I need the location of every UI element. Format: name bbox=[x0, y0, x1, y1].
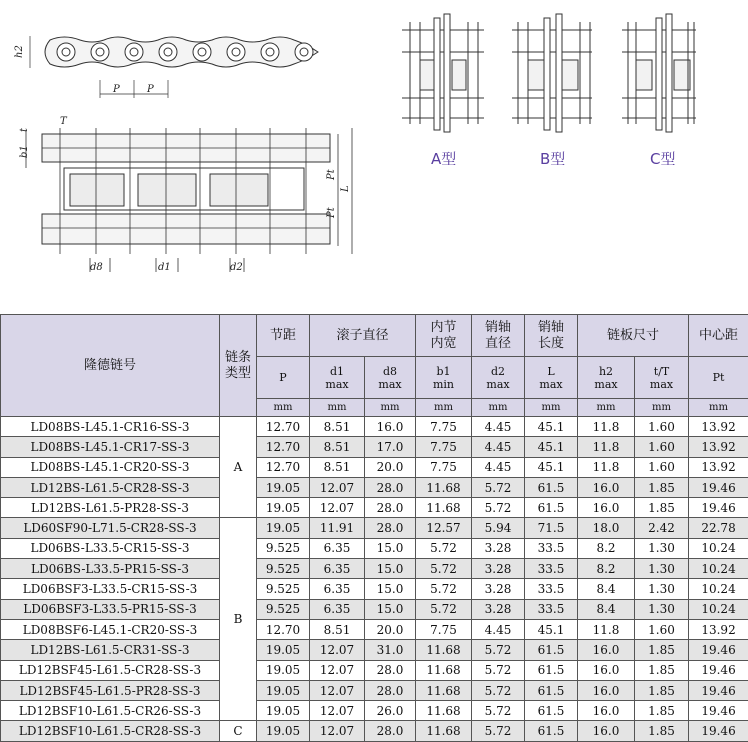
value-cell: 1.60 bbox=[635, 417, 689, 437]
value-cell: 1.85 bbox=[635, 660, 689, 680]
value-cell: 12.07 bbox=[310, 701, 365, 721]
model-cell: LD12BS-L61.5-CR28-SS-3 bbox=[1, 477, 220, 497]
value-cell: 9.525 bbox=[257, 599, 310, 619]
dim-d8: d8 bbox=[90, 262, 103, 273]
value-cell: 13.92 bbox=[689, 619, 748, 639]
value-cell: 19.05 bbox=[257, 680, 310, 700]
table-row bbox=[1, 701, 748, 721]
value-cell: 15.0 bbox=[365, 538, 416, 558]
value-cell: 28.0 bbox=[365, 518, 416, 538]
value-cell: 8.4 bbox=[578, 599, 635, 619]
type-c-section bbox=[622, 14, 696, 132]
table-row bbox=[1, 640, 748, 660]
value-cell: 16.0 bbox=[578, 660, 635, 680]
value-cell: 10.24 bbox=[689, 559, 748, 579]
sub-b1: b1 min bbox=[416, 357, 472, 399]
value-cell: 15.0 bbox=[365, 599, 416, 619]
value-cell: 6.35 bbox=[310, 559, 365, 579]
value-cell: 61.5 bbox=[525, 498, 578, 518]
value-cell: 19.05 bbox=[257, 640, 310, 660]
value-cell: 18.0 bbox=[578, 518, 635, 538]
type-a-section bbox=[402, 14, 484, 132]
value-cell: 1.60 bbox=[635, 457, 689, 477]
value-cell: 19.05 bbox=[257, 477, 310, 497]
value-cell: 45.1 bbox=[525, 457, 578, 477]
value-cell: 1.85 bbox=[635, 477, 689, 497]
model-cell: LD08BS-L45.1-CR20-SS-3 bbox=[1, 457, 220, 477]
value-cell: 5.72 bbox=[416, 559, 472, 579]
value-cell: 8.2 bbox=[578, 538, 635, 558]
value-cell: 9.525 bbox=[257, 559, 310, 579]
type-b-label: B型 bbox=[540, 150, 565, 168]
value-cell: 61.5 bbox=[525, 721, 578, 741]
value-cell: 19.46 bbox=[689, 477, 748, 497]
table-row bbox=[1, 417, 748, 437]
value-cell: 20.0 bbox=[365, 619, 416, 639]
value-cell: 2.42 bbox=[635, 518, 689, 538]
dim-h2: h2 bbox=[14, 45, 25, 58]
value-cell: 1.85 bbox=[635, 721, 689, 741]
sub-P: P bbox=[257, 357, 310, 399]
chain-plan-view bbox=[26, 128, 352, 272]
type-c-label: C型 bbox=[650, 150, 675, 168]
value-cell: 10.24 bbox=[689, 599, 748, 619]
value-cell: 13.92 bbox=[689, 417, 748, 437]
unit-cell: mm bbox=[257, 399, 310, 417]
value-cell: 5.72 bbox=[472, 477, 525, 497]
unit-cell: mm bbox=[416, 399, 472, 417]
value-cell: 11.8 bbox=[578, 437, 635, 457]
unit-cell: mm bbox=[472, 399, 525, 417]
dim-pt-2: Pt bbox=[326, 206, 337, 219]
value-cell: 16.0 bbox=[578, 640, 635, 660]
value-cell: 4.45 bbox=[472, 457, 525, 477]
value-cell: 4.45 bbox=[472, 437, 525, 457]
dim-d2: d2 bbox=[230, 262, 243, 273]
value-cell: 12.07 bbox=[310, 498, 365, 518]
value-cell: 19.05 bbox=[257, 721, 310, 741]
value-cell: 11.68 bbox=[416, 640, 472, 660]
value-cell: 11.68 bbox=[416, 680, 472, 700]
header-model: 隆德链号 bbox=[1, 315, 220, 417]
value-cell: 13.92 bbox=[689, 437, 748, 457]
value-cell: 12.07 bbox=[310, 721, 365, 741]
value-cell: 8.51 bbox=[310, 417, 365, 437]
value-cell: 61.5 bbox=[525, 660, 578, 680]
value-cell: 1.85 bbox=[635, 680, 689, 700]
type-b-section bbox=[512, 14, 592, 132]
value-cell: 16.0 bbox=[365, 417, 416, 437]
chain-type-sections bbox=[402, 14, 696, 132]
sub-d2: d2 max bbox=[472, 357, 525, 399]
table-row bbox=[1, 518, 748, 538]
value-cell: 19.05 bbox=[257, 518, 310, 538]
value-cell: 5.72 bbox=[472, 660, 525, 680]
value-cell: 6.35 bbox=[310, 579, 365, 599]
value-cell: 5.72 bbox=[472, 680, 525, 700]
value-cell: 71.5 bbox=[525, 518, 578, 538]
value-cell: 1.85 bbox=[635, 701, 689, 721]
value-cell: 12.07 bbox=[310, 680, 365, 700]
value-cell: 1.85 bbox=[635, 498, 689, 518]
chain-technical-drawing bbox=[0, 0, 748, 314]
value-cell: 16.0 bbox=[578, 477, 635, 497]
value-cell: 1.60 bbox=[635, 619, 689, 639]
value-cell: 19.46 bbox=[689, 660, 748, 680]
dim-L: L bbox=[340, 185, 351, 193]
value-cell: 19.46 bbox=[689, 701, 748, 721]
table-row bbox=[1, 559, 748, 579]
value-cell: 61.5 bbox=[525, 701, 578, 721]
value-cell: 5.72 bbox=[472, 701, 525, 721]
value-cell: 16.0 bbox=[578, 701, 635, 721]
value-cell: 7.75 bbox=[416, 619, 472, 639]
value-cell: 12.70 bbox=[257, 619, 310, 639]
value-cell: 3.28 bbox=[472, 559, 525, 579]
header-pin-length: 销轴 长度 bbox=[525, 315, 578, 357]
value-cell: 11.68 bbox=[416, 701, 472, 721]
value-cell: 33.5 bbox=[525, 579, 578, 599]
value-cell: 28.0 bbox=[365, 498, 416, 518]
table-row bbox=[1, 457, 748, 477]
table-row bbox=[1, 619, 748, 639]
model-cell: LD12BS-L61.5-PR28-SS-3 bbox=[1, 498, 220, 518]
header-center-distance: 中心距 bbox=[689, 315, 748, 357]
table-row bbox=[1, 538, 748, 558]
chain-type-cell: A bbox=[220, 417, 257, 518]
table-row bbox=[1, 680, 748, 700]
dim-b1: b1 bbox=[19, 145, 30, 158]
type-a-label: A型 bbox=[431, 150, 456, 168]
value-cell: 5.72 bbox=[472, 498, 525, 518]
dim-p-1: P bbox=[112, 84, 120, 95]
value-cell: 28.0 bbox=[365, 680, 416, 700]
dim-d1: d1 bbox=[158, 262, 171, 273]
value-cell: 31.0 bbox=[365, 640, 416, 660]
dim-T: T bbox=[60, 116, 68, 127]
model-cell: LD12BSF10-L61.5-CR28-SS-3 bbox=[1, 721, 220, 741]
value-cell: 12.07 bbox=[310, 640, 365, 660]
value-cell: 11.68 bbox=[416, 721, 472, 741]
model-cell: LD12BSF10-L61.5-CR26-SS-3 bbox=[1, 701, 220, 721]
sub-L: L max bbox=[525, 357, 578, 399]
value-cell: 7.75 bbox=[416, 457, 472, 477]
sub-Pt: Pt bbox=[689, 357, 748, 399]
value-cell: 45.1 bbox=[525, 417, 578, 437]
value-cell: 61.5 bbox=[525, 640, 578, 660]
value-cell: 8.4 bbox=[578, 579, 635, 599]
value-cell: 12.70 bbox=[257, 417, 310, 437]
table-row bbox=[1, 498, 748, 518]
value-cell: 3.28 bbox=[472, 579, 525, 599]
value-cell: 8.51 bbox=[310, 619, 365, 639]
table-row bbox=[1, 579, 748, 599]
value-cell: 22.78 bbox=[689, 518, 748, 538]
value-cell: 19.05 bbox=[257, 498, 310, 518]
unit-cell: mm bbox=[310, 399, 365, 417]
value-cell: 8.51 bbox=[310, 437, 365, 457]
model-cell: LD06BSF3-L33.5-PR15-SS-3 bbox=[1, 599, 220, 619]
value-cell: 16.0 bbox=[578, 498, 635, 518]
value-cell: 11.68 bbox=[416, 498, 472, 518]
value-cell: 5.72 bbox=[416, 599, 472, 619]
chain-type-cell: C bbox=[220, 721, 257, 741]
value-cell: 33.5 bbox=[525, 538, 578, 558]
value-cell: 3.28 bbox=[472, 599, 525, 619]
value-cell: 5.72 bbox=[472, 640, 525, 660]
value-cell: 1.30 bbox=[635, 579, 689, 599]
value-cell: 15.0 bbox=[365, 579, 416, 599]
table-row bbox=[1, 437, 748, 457]
value-cell: 6.35 bbox=[310, 599, 365, 619]
value-cell: 33.5 bbox=[525, 599, 578, 619]
value-cell: 4.45 bbox=[472, 417, 525, 437]
value-cell: 4.45 bbox=[472, 619, 525, 639]
header-roller-diameter: 滚子直径 bbox=[310, 315, 416, 357]
model-cell: LD08BS-L45.1-CR16-SS-3 bbox=[1, 417, 220, 437]
header-chain-type: 链条 类型 bbox=[220, 315, 257, 417]
unit-cell: mm bbox=[635, 399, 689, 417]
header-pitch: 节距 bbox=[257, 315, 310, 357]
table-row bbox=[1, 721, 748, 741]
value-cell: 11.68 bbox=[416, 660, 472, 680]
chain-type-cell: B bbox=[220, 518, 257, 721]
chain-side-view bbox=[30, 36, 318, 98]
value-cell: 1.30 bbox=[635, 599, 689, 619]
model-cell: LD12BSF45-L61.5-CR28-SS-3 bbox=[1, 660, 220, 680]
value-cell: 8.51 bbox=[310, 457, 365, 477]
value-cell: 11.8 bbox=[578, 619, 635, 639]
model-cell: LD12BS-L61.5-CR31-SS-3 bbox=[1, 640, 220, 660]
value-cell: 19.46 bbox=[689, 498, 748, 518]
value-cell: 8.2 bbox=[578, 559, 635, 579]
value-cell: 9.525 bbox=[257, 579, 310, 599]
dim-t: t bbox=[19, 127, 30, 132]
value-cell: 28.0 bbox=[365, 477, 416, 497]
sub-d8: d8 max bbox=[365, 357, 416, 399]
table-row bbox=[1, 660, 748, 680]
value-cell: 10.24 bbox=[689, 579, 748, 599]
dim-p-2: P bbox=[146, 84, 154, 95]
value-cell: 16.0 bbox=[578, 721, 635, 741]
sub-d1: d1 max bbox=[310, 357, 365, 399]
value-cell: 5.94 bbox=[472, 518, 525, 538]
dim-pt-1: Pt bbox=[326, 168, 337, 181]
value-cell: 13.92 bbox=[689, 457, 748, 477]
value-cell: 19.46 bbox=[689, 721, 748, 741]
value-cell: 11.8 bbox=[578, 457, 635, 477]
header-plate-size: 链板尺寸 bbox=[578, 315, 689, 357]
model-cell: LD08BS-L45.1-CR17-SS-3 bbox=[1, 437, 220, 457]
value-cell: 61.5 bbox=[525, 477, 578, 497]
value-cell: 11.91 bbox=[310, 518, 365, 538]
value-cell: 12.70 bbox=[257, 437, 310, 457]
value-cell: 61.5 bbox=[525, 680, 578, 700]
value-cell: 12.07 bbox=[310, 477, 365, 497]
value-cell: 26.0 bbox=[365, 701, 416, 721]
value-cell: 5.72 bbox=[416, 538, 472, 558]
model-cell: LD06BSF3-L33.5-CR15-SS-3 bbox=[1, 579, 220, 599]
value-cell: 19.05 bbox=[257, 701, 310, 721]
value-cell: 11.68 bbox=[416, 477, 472, 497]
model-cell: LD60SF90-L71.5-CR28-SS-3 bbox=[1, 518, 220, 538]
model-cell: LD08BSF6-L45.1-CR20-SS-3 bbox=[1, 619, 220, 639]
header-inner-width: 内节 内宽 bbox=[416, 315, 472, 357]
value-cell: 1.30 bbox=[635, 538, 689, 558]
sub-tT: t/T max bbox=[635, 357, 689, 399]
table-body bbox=[1, 417, 748, 742]
value-cell: 20.0 bbox=[365, 457, 416, 477]
value-cell: 12.57 bbox=[416, 518, 472, 538]
model-cell: LD12BSF45-L61.5-PR28-SS-3 bbox=[1, 680, 220, 700]
value-cell: 6.35 bbox=[310, 538, 365, 558]
sub-h2: h2 max bbox=[578, 357, 635, 399]
unit-cell: mm bbox=[365, 399, 416, 417]
value-cell: 7.75 bbox=[416, 437, 472, 457]
table-row bbox=[1, 477, 748, 497]
value-cell: 10.24 bbox=[689, 538, 748, 558]
value-cell: 1.60 bbox=[635, 437, 689, 457]
value-cell: 28.0 bbox=[365, 721, 416, 741]
value-cell: 3.28 bbox=[472, 538, 525, 558]
header-pin-diameter: 销轴 直径 bbox=[472, 315, 525, 357]
value-cell: 12.70 bbox=[257, 457, 310, 477]
value-cell: 28.0 bbox=[365, 660, 416, 680]
value-cell: 16.0 bbox=[578, 680, 635, 700]
chain-spec-table bbox=[0, 314, 748, 742]
value-cell: 1.30 bbox=[635, 559, 689, 579]
value-cell: 19.46 bbox=[689, 680, 748, 700]
value-cell: 5.72 bbox=[416, 579, 472, 599]
value-cell: 19.05 bbox=[257, 660, 310, 680]
value-cell: 15.0 bbox=[365, 559, 416, 579]
value-cell: 9.525 bbox=[257, 538, 310, 558]
value-cell: 5.72 bbox=[472, 721, 525, 741]
model-cell: LD06BS-L33.5-PR15-SS-3 bbox=[1, 559, 220, 579]
value-cell: 33.5 bbox=[525, 559, 578, 579]
value-cell: 1.85 bbox=[635, 640, 689, 660]
unit-cell: mm bbox=[578, 399, 635, 417]
model-cell: LD06BS-L33.5-CR15-SS-3 bbox=[1, 538, 220, 558]
unit-cell: mm bbox=[689, 399, 748, 417]
unit-cell: mm bbox=[525, 399, 578, 417]
value-cell: 19.46 bbox=[689, 640, 748, 660]
value-cell: 17.0 bbox=[365, 437, 416, 457]
table-row bbox=[1, 599, 748, 619]
value-cell: 11.8 bbox=[578, 417, 635, 437]
value-cell: 12.07 bbox=[310, 660, 365, 680]
value-cell: 7.75 bbox=[416, 417, 472, 437]
value-cell: 45.1 bbox=[525, 619, 578, 639]
value-cell: 45.1 bbox=[525, 437, 578, 457]
